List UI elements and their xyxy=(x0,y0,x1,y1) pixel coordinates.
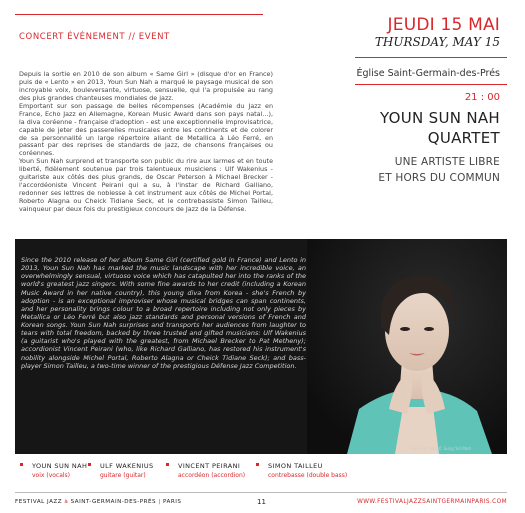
english-description: Since the 2010 release of her album Same Girl (certified gold in France) and Lento in 2013, Youn Sun Nah has marked the music landscape with her incredible voice, an overwhelmingly sensual, virtuoso voice which has catapulted her into the ranks of the world's greatest jazz singers. With some fine awards to her credit (including a Korean Music Award in her native country), this young diva from Korea - she's French by adoption - is an exceptional improviser whose musical bridges can span continents, and her personality brings colour to a broad repertoire including not only pieces by Metallica or Léo Ferré but also jazz standards and personal versions of French and Korean songs. Youn Sun Nah surprises and transports her audiences from laughter to tears with total freedom, backed by three trusted and gifted musicians: Ulf Wakenius (a guitarist who's played with the greatest, from Michael Brecker to Pat Metheny); accordionist Vincent Peirani (who, like Richard Galliano, has restored his instrument's nobility alongside Michel Portal, Roberto Alagna or Cheick Tidiane Seck); and bass-player Simon Tailleu, a two-time winner of the prestigious Défense Jazz Competition. xyxy=(21,256,306,370)
artist-group: QUARTET xyxy=(427,129,500,147)
french-paragraph-1: Depuis la sortie en 2010 de son album « Same Girl » (disque d'or en France) puis de « Lento » en 2013, Youn Sun Nah a marqué le paysage musical de son incroyable voix, bouleversante, virtuose, sensuelle, qui l'a propulsée au rang des plus grandes chanteuses mondiales de jazz. xyxy=(19,70,273,102)
subtitle-line-2: ET HORS DU COMMUN xyxy=(378,172,500,184)
bullet-icon xyxy=(20,463,23,466)
date-divider xyxy=(355,57,507,58)
bullet-icon xyxy=(166,463,169,466)
musician-instrument: accordéon (accordion) xyxy=(178,472,246,479)
venue-divider xyxy=(355,84,507,85)
footer-festival-part-3: SAINT-GERMAIN-DES-PRÉS xyxy=(70,499,157,505)
footer-rule xyxy=(15,492,507,493)
musician-name: VINCENT PEIRANI xyxy=(178,462,241,470)
footer-website-link[interactable]: WWW.FESTIVALJAZZSAINTGERMAINPARIS.COM xyxy=(357,499,507,505)
date-english: THURSDAY, MAY 15 xyxy=(374,35,500,49)
category-label: CONCERT ÉVÉNEMENT // EVENT xyxy=(19,32,170,42)
musician-instrument: guitare (guitar) xyxy=(100,472,146,479)
french-description xyxy=(19,71,273,214)
date-french: JEUDI 15 MAI xyxy=(387,15,500,35)
french-paragraph-2: Emportant sur son passage de belles récompenses (Académie du Jazz en France, Echo Jazz en Allemagne, Korean Music Award dans son pays natal...), la diva coréenne - française d'adoption - est une exceptionnelle improvisatrice, capable de jeter des passerelles musicales entre les continents et de colorer de sa personnalité un large répertoire allant de Metallica à Léo Ferré, en passant par des reprises de standards de jazz, de chansons françaises ou coréennes. xyxy=(19,101,273,158)
header-top-rule xyxy=(15,14,263,15)
musician-name: ULF WAKENIUS xyxy=(100,462,154,470)
footer-festival-part-1: FESTIVAL JAZZ xyxy=(15,499,63,505)
artist-photo xyxy=(307,239,507,454)
bullet-icon xyxy=(88,463,91,466)
musician-name: YOUN SUN NAH xyxy=(32,462,88,470)
concert-time: 21 : 00 xyxy=(464,92,500,103)
artist-name: YOUN SUN NAH xyxy=(380,109,500,127)
footer-festival-name: FESTIVAL JAZZ à SAINT-GERMAIN-DES-PRÉS | PARIS xyxy=(15,499,182,505)
musician-instrument: contrebasse (double bass) xyxy=(268,472,348,479)
footer-festival-part-2: à xyxy=(62,499,71,505)
french-paragraph-3: Youn Sun Nah surprend et transporte son public du rire aux larmes et en toute liberté, fidèlement soutenue par trois talentueux musiciens : Ulf Wakenius - guitariste aux côtés des plus grands, de Oscar Peterson à Michael Brecker - l'accordéoniste Vincent Peirani qui a su, à l'instar de Richard Galliano, redonner ses lettres de noblesse à cet instrument aux côtés de Michel Portal, Roberto Alagna ou Cheick Tidiane Seck, et le contrebassiste Simon Tailleu, vainqueur par deux fois du prestigieux concours de Jazz de la Défense. xyxy=(19,157,273,213)
bullet-icon xyxy=(256,463,259,466)
english-band xyxy=(15,239,507,454)
musicians-list xyxy=(20,462,490,484)
portrait-illustration xyxy=(307,239,507,454)
musician-name: SIMON TAILLEU xyxy=(268,462,323,470)
footer-festival-part-4: PARIS xyxy=(163,499,182,505)
photo-credit: Youn Sun Nah © Sung Yull Nah xyxy=(409,446,471,451)
musician-instrument: voix (vocals) xyxy=(32,472,71,479)
subtitle-line-1: UNE ARTISTE LIBRE xyxy=(394,156,500,168)
page-number: 11 xyxy=(257,498,266,506)
venue: Église Saint-Germain-des-Prés xyxy=(356,68,500,79)
